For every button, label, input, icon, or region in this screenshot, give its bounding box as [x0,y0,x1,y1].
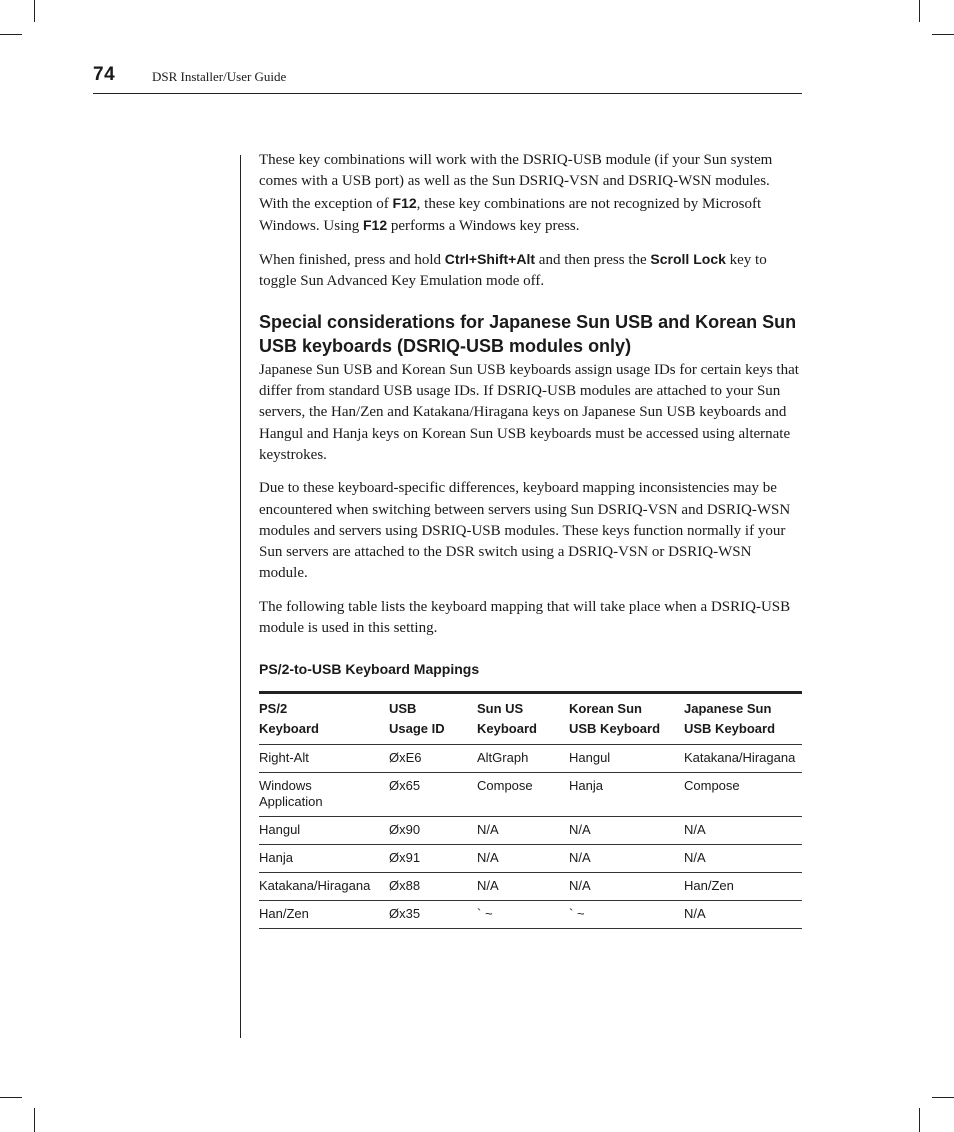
cell-line: ` ~ [569,906,585,922]
table-cell [389,817,477,845]
cell-line: Hangul [259,822,301,838]
cell-line: Øx88 [389,878,421,894]
crop-mark-tl-h [0,34,22,35]
table-cell [569,901,684,929]
key-name: F12 [362,216,388,233]
table-cell [259,901,389,929]
cell-line: Hanja [569,778,603,794]
cell-line: ØxE6 [389,750,422,766]
cell-line: N/A [477,822,499,838]
cell-line: Katakana/Hiragana [684,750,796,766]
text-run: These key combinations will work with the DSRIQ-USB module (if your Sun system comes with a USB port) as well as the Sun DSRIQ-VSN and DSRIQ-WSN modules. With the exception of [259,152,773,212]
crop-mark-tl-v [34,0,35,22]
cell-line: Windows [259,778,312,794]
key-name: F12 [392,194,417,211]
table-header-row [259,693,802,745]
table-cell [259,873,389,901]
text-run: and then press the [535,252,651,269]
running-header-title: DSR Installer/User Guide [152,69,287,84]
column-header [259,693,389,745]
table-row [259,817,802,845]
cell-line: N/A [684,822,706,838]
cell-line: Han/Zen [259,906,309,922]
text-run: , these key combinations are not recognized by Microsoft Windows. Using [259,195,762,234]
cell-line: N/A [569,878,591,894]
table-cell [259,773,389,817]
cell-line: Øx35 [389,906,421,922]
cell-line: N/A [477,850,499,866]
table-cell [477,773,569,817]
cell-line: Han/Zen [684,878,734,894]
crop-mark-tr-h [932,34,954,35]
table-cell [477,817,569,845]
column-header-line: Keyboard [477,721,537,737]
cell-line: Katakana/Hiragana [259,878,371,894]
cell-line: AltGraph [477,750,529,766]
cell-line: Compose [477,778,533,794]
table-cell [684,901,802,929]
column-header-line: Usage ID [389,721,445,737]
cell-line: Hangul [569,750,611,766]
table-cell [569,845,684,873]
keyboard-mapping-table [259,691,802,929]
key-name: Scroll Lock [650,251,726,268]
section-paragraph-3: The following table lists the keyboard mapping that will take place when a DSRIQ-USB module is used in this setting. [259,598,791,637]
section-heading: Special considerations for Japanese Sun USB and Korean Sun USB keyboards (DSRIQ-USB modules only) [259,311,797,356]
cell-line: N/A [569,850,591,866]
table-cell [389,873,477,901]
cell-line: N/A [569,822,591,838]
table-cell [684,773,802,817]
column-header-line: Sun US [477,701,524,717]
table-cell [684,817,802,845]
column-header-line: Korean Sun [569,701,642,717]
table-row [259,773,802,817]
table-cell [477,873,569,901]
table-cell [569,773,684,817]
header-rule [93,93,802,94]
column-header [389,693,477,745]
table-cell [684,745,802,773]
text-run: When finished, press and hold [259,252,445,269]
crop-mark-bl-v [34,1108,35,1132]
cell-line: Compose [684,778,740,794]
table-cell [259,845,389,873]
table-cell [389,745,477,773]
table-body [259,745,802,929]
text-run: key to toggle Sun Advanced Key Emulation mode off. [259,252,767,290]
column-header-line: Keyboard [259,721,319,737]
cell-line: Hanja [259,850,293,866]
crop-mark-bl-h [0,1097,22,1098]
table-cell [477,845,569,873]
table-cell [477,901,569,929]
page-number: 74 [93,64,116,85]
intro-paragraph-2 [259,249,802,293]
page-body [259,150,802,929]
crop-mark-tr-v [919,0,920,22]
column-header [569,693,684,745]
column-header-line: USB Keyboard [569,721,661,737]
column-header-line: PS/2 [259,701,288,717]
cell-line: Øx91 [389,850,421,866]
margin-rule [240,155,241,1038]
column-header-line: Japanese Sun [684,701,772,717]
table-cell [389,845,477,873]
table-cell [684,873,802,901]
cell-line: Application [259,794,323,810]
table-cell [389,773,477,817]
text-run: performs a Windows key press. [387,217,580,234]
crop-mark-br-h [932,1097,954,1098]
section-paragraph-1: Japanese Sun USB and Korean Sun USB keyboards assign usage IDs for certain keys that differ from standard USB usage IDs. If DSRIQ-USB modules are attached to your Sun servers, the Han/Zen and Katakana/Hiragana keys on Japanese Sun USB keyboards and Hangul and Hanja keys on Korean Sun USB keyboards must be accessed using alternate keystrokes. [259,361,799,463]
column-header-line: USB Keyboard [684,721,776,737]
table-cell [477,745,569,773]
intro-paragraph-1 [259,150,802,237]
cell-line: N/A [477,878,499,894]
cell-line: Right-Alt [259,750,309,766]
table-cell [389,901,477,929]
column-header-line: USB [389,701,417,717]
table-cell [569,873,684,901]
table-cell [259,745,389,773]
table-cell [684,845,802,873]
table-cell [569,745,684,773]
table-row [259,845,802,873]
cell-line: N/A [684,906,706,922]
column-header [684,693,802,745]
key-name: Ctrl+Shift+Alt [444,251,536,268]
crop-mark-br-v [919,1108,920,1132]
column-header [477,693,569,745]
section-paragraph-2: Due to these keyboard-specific differences, keyboard mapping inconsistencies may be encountered when switching between servers using Sun DSRIQ-VSN and DSRIQ-WSN modules and servers using DSRIQ-USB modules. These keys function normally if your Sun servers are attached to the DSR switch using a DSRIQ-VSN or DSRIQ-WSN module. [259,480,791,582]
table-cell [569,817,684,845]
table-row [259,901,802,929]
table-row [259,873,802,901]
cell-line: N/A [684,850,706,866]
table-caption: PS/2-to-USB Keyboard Mappings [259,661,480,678]
cell-line: Øx65 [389,778,421,794]
cell-line: Øx90 [389,822,421,838]
table-cell [259,817,389,845]
cell-line: ` ~ [477,906,493,922]
table-row [259,745,802,773]
